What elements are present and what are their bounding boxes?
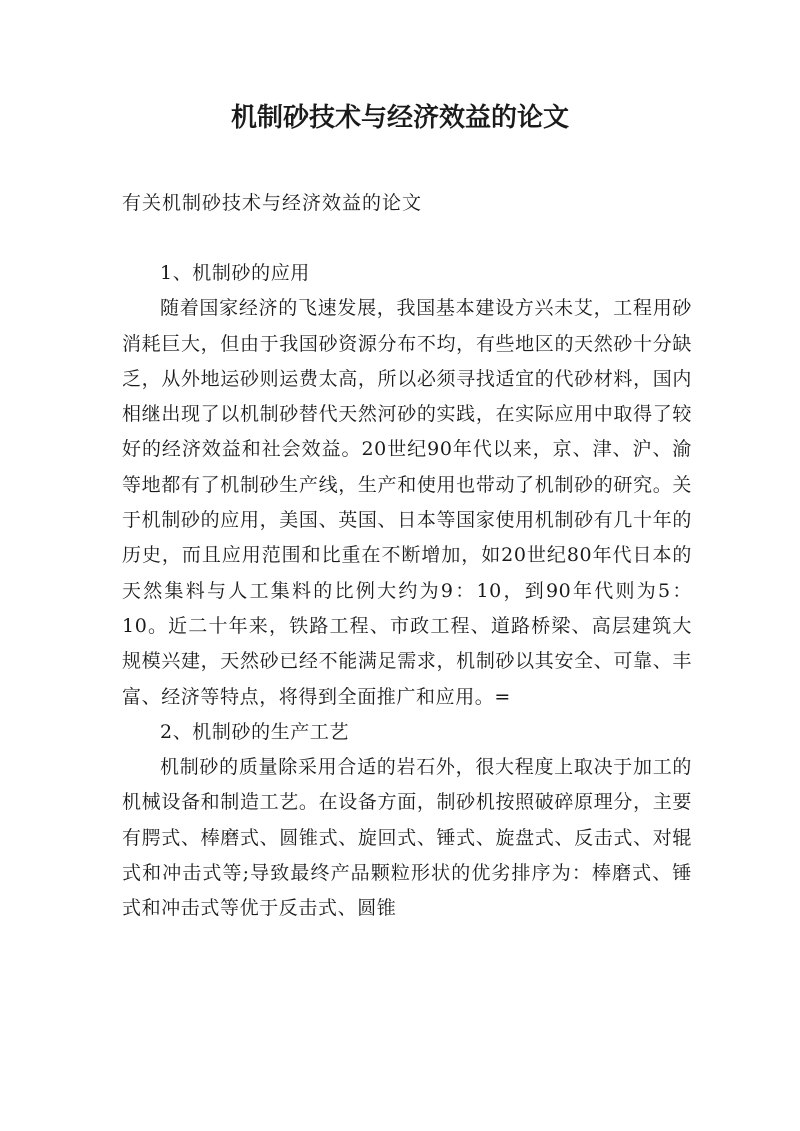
- document-body: [122, 256, 692, 927]
- section-paragraph-production: 机制砂的质量除采用合适的岩石外，很大程度上取决于加工的机械设备和制造工艺。在设备方面，制砂机按照破碎原理分，主要有腭式、棒磨式、圆锥式、旋回式、锤式、旋盘式、反击式、对辊式和冲击式等;导致最终产品颗粒形状的优劣排序为：棒磨式、锤式和冲击式等优于反击式、圆锥: [122, 756, 692, 920]
- document-subtitle: 有关机制砂技术与经济效益的论文: [122, 192, 423, 214]
- section-paragraph-application: 随着国家经济的飞速发展，我国基本建设方兴未艾，工程用砂消耗巨大，但由于我国砂资源分布不均，有些地区的天然砂十分缺乏，从外地运砂则运费太高，所以必须寻找适宜的代砂材料，国内相继出现了以机制砂替代天然河砂的实践，在实际应用中取得了较好的经济效益和社会效益。20世纪90年代以来，京、津、沪、渝等地都有了机制砂生产线，生产和使用也带动了机制砂的研究。关于机制砂的应用，美国、英国、日本等国家使用机制砂有几十年的历史，而且应用范围和比重在不断增加，如20世纪80年代日本的天然集料与人工集料的比例大约为9：10，到90年代则为5：10。近二十年来，铁路工程、市政工程、道路桥梁、高层建筑大规模兴建，天然砂已经不能满足需求，机制砂以其安全、可靠、丰富、经济等特点，将得到全面推广和应用。=: [122, 297, 692, 708]
- section-heading-application: 1、机制砂的应用: [160, 262, 310, 284]
- document-title: 机制砂技术与经济效益的论文: [230, 103, 569, 133]
- section-heading-production: 2、机制砂的生产工艺: [160, 720, 350, 743]
